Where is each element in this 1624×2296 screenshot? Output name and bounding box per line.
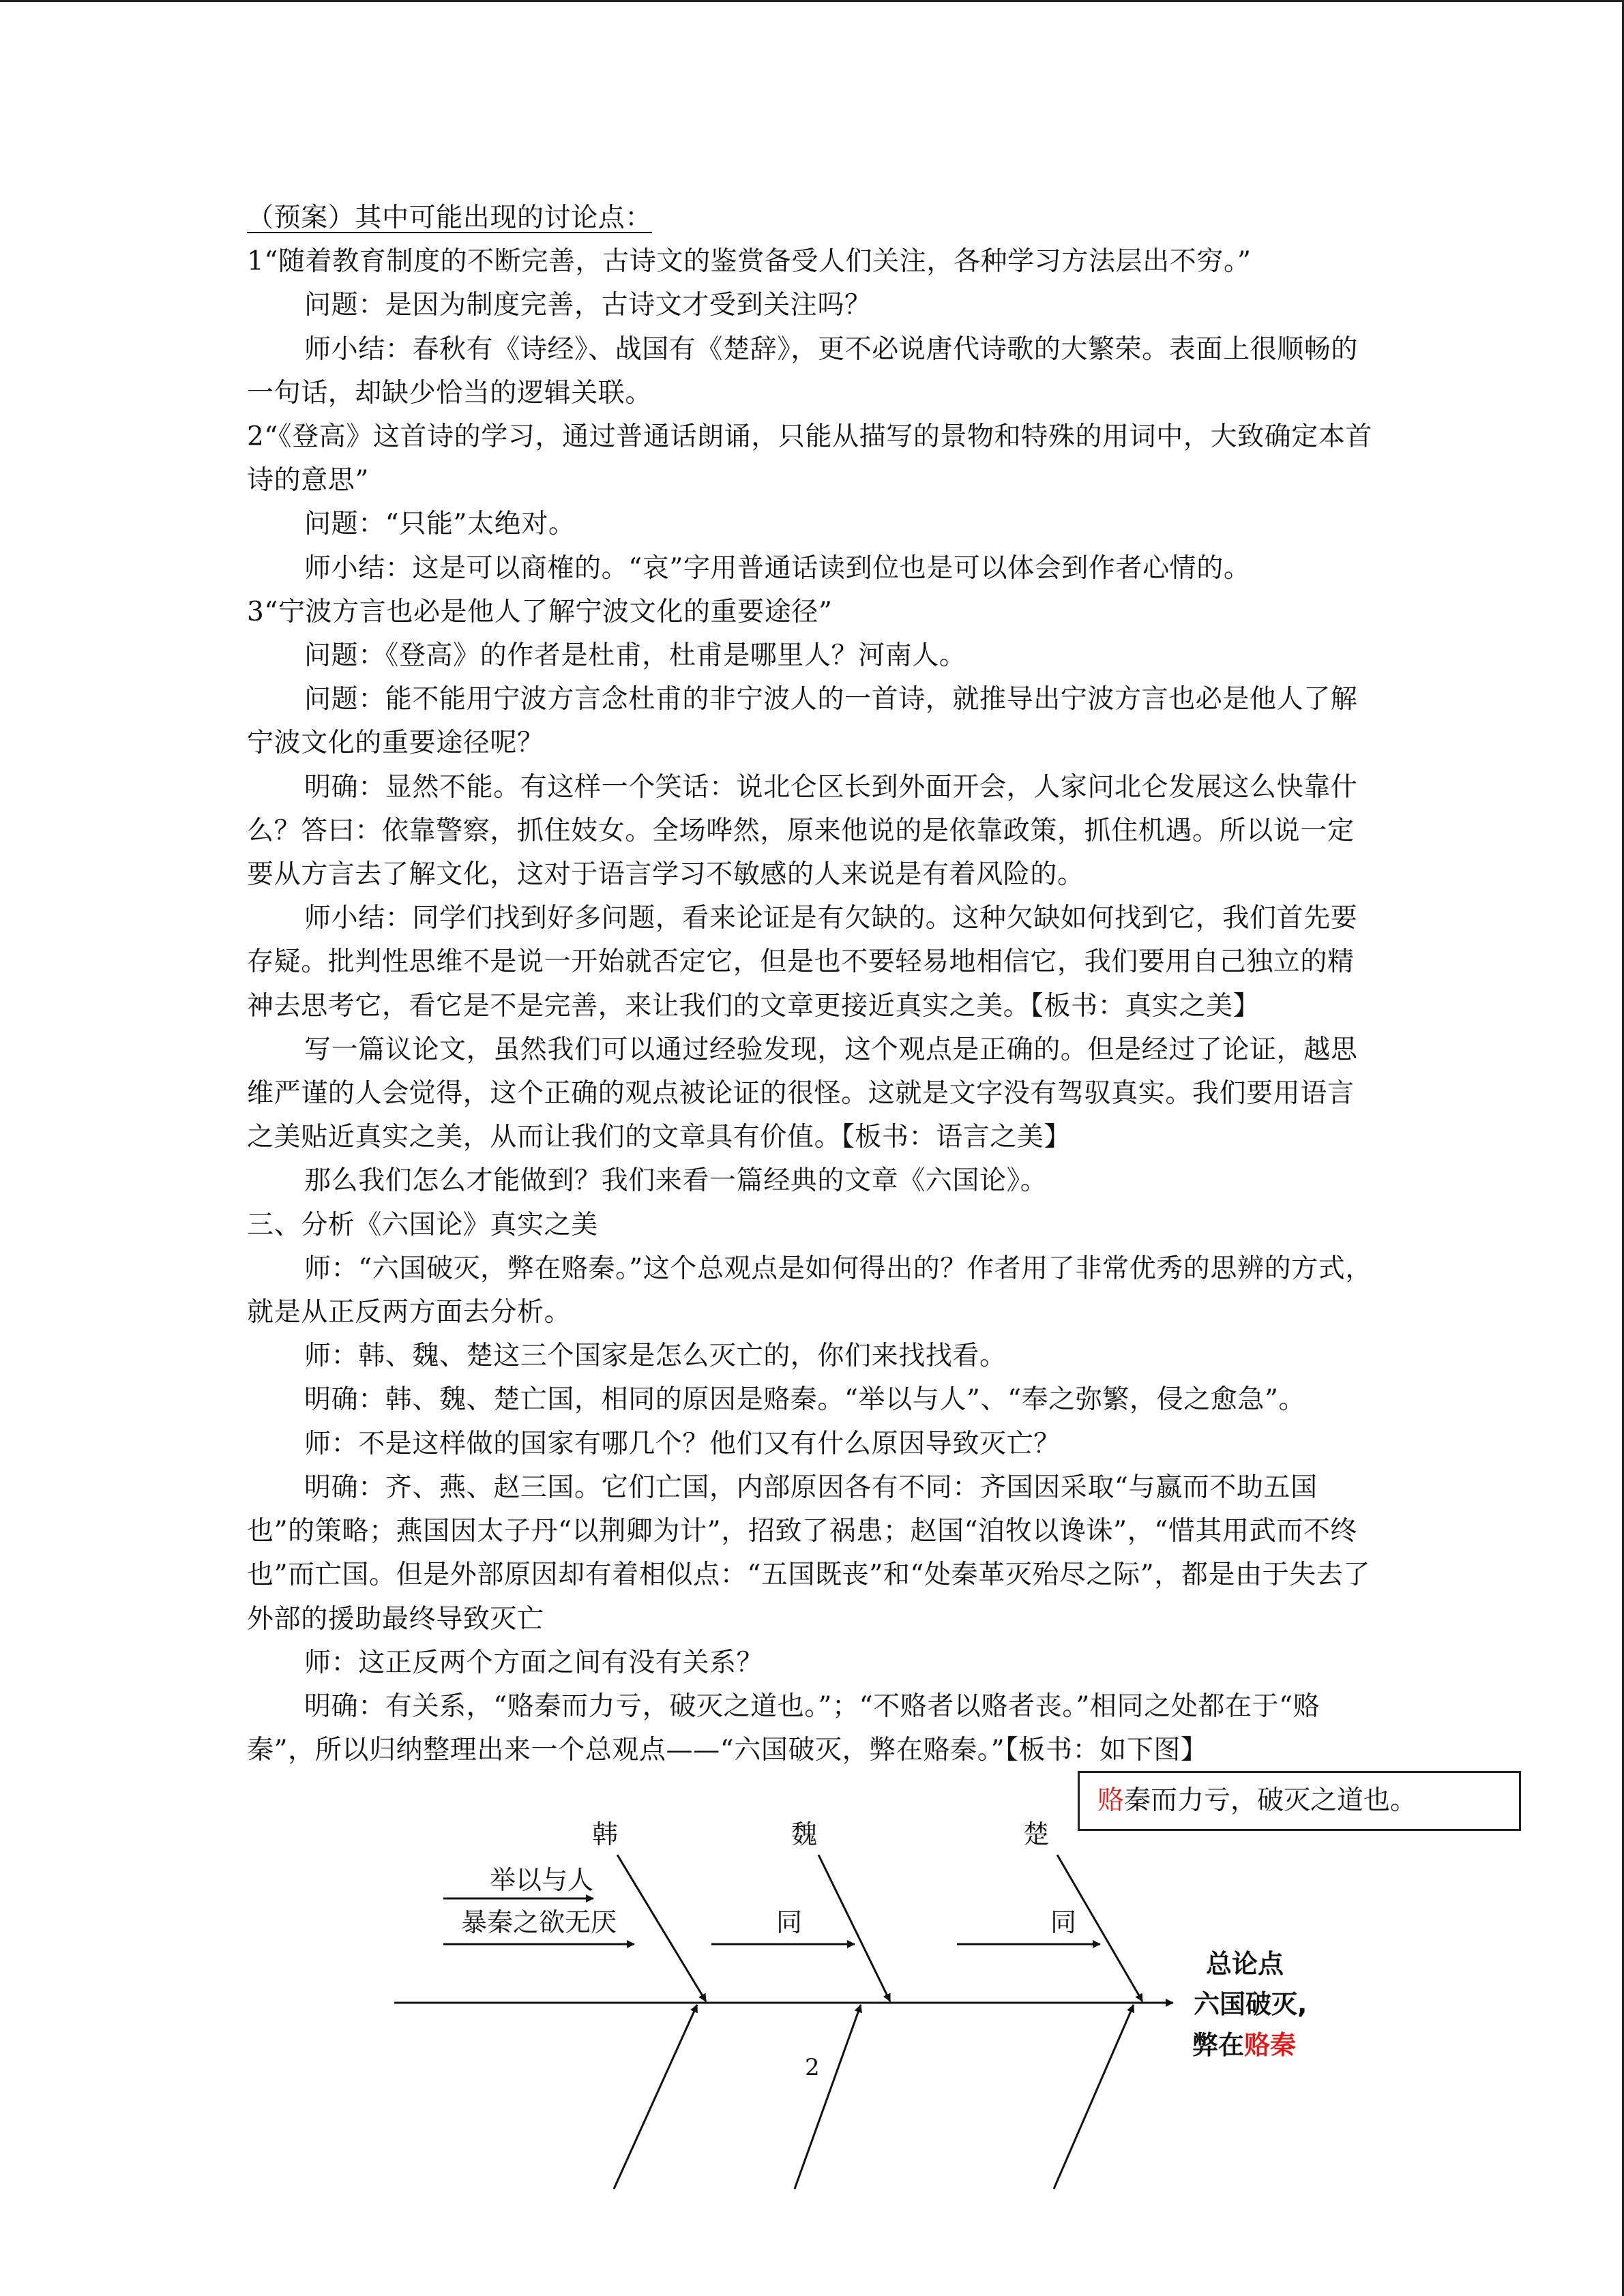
conclusion-title: 总论点 [1206, 1949, 1284, 1979]
clarify-3: 明确：显然不能。有这样一个笑话：说北仑区长到外面开会，人家问北仑发展这么快靠什么？答曰：依靠警察，抓住妓女。全场哗然，原来他说的是依靠政策，抓住机遇。所以说一定要从方言去了解文化，这对于语言学习不敏感的人来说是有着风险的。 [247, 771, 1358, 891]
question-2: 问题：“只能”太绝对。 [304, 509, 576, 540]
chu-same-label: 同 [1050, 1907, 1077, 1937]
rib-lower-1 [614, 2005, 697, 2189]
question-3b: 问题：能不能用宁波方言念杜甫的非宁波人的一首诗，就推导出宁波方言也必是他人了解宁波文化的重要途径呢？ [247, 684, 1358, 759]
summary-1: 师小结：春秋有《诗经》、战国有《楚辞》，更不必说唐代诗歌的大繁荣。表面上很顺畅的一句话，却缺少恰当的逻辑关联。 [247, 333, 1359, 408]
section-three-heading: 三、分析《六国论》真实之美 [247, 1209, 598, 1240]
quote-rest: 秦而力亏，破灭之道也。 [1124, 1785, 1417, 1816]
rib-han [617, 1855, 706, 2001]
state-wei-label: 魏 [791, 1819, 818, 1849]
teacher-question-4: 师：这正反两个方面之间有没有关系？ [304, 1647, 764, 1678]
page-number: 2 [805, 2054, 820, 2081]
rib-wei [818, 1855, 890, 2001]
rib-lower-2 [795, 2005, 861, 2189]
conclusion-line-2-prefix: 弊在 [1192, 2030, 1245, 2060]
discussion-heading-text: （预案）其中可能出现的讨论点： [247, 203, 653, 233]
essay-paragraph: 写一篇议论文，虽然我们可以通过经验发现，这个观点是正确的。但是经过了论证，越思维严谨的人会觉得，这个正确的观点被论证的很怪。这就是文字没有驾驭真实。我们要用语言之美贴近真实之美，从而让我们的文章具有价值。【板书：语言之美】 [247, 1034, 1358, 1153]
teacher-question-2: 师：韩、魏、楚这三个国家是怎么灭亡的，你们来找找看。 [304, 1341, 1007, 1372]
point-2: 2“《登高》这首诗的学习，通过普通话朗诵，只能从描写的景物和特殊的用词中，大致确定本首诗的意思” [247, 421, 1373, 496]
teacher-question-1: 师：“六国破灭，弊在赂秦。”这个总观点是如何得出的？作者用了非常优秀的思辨的方式，就是从正反两方面去分析。 [247, 1253, 1372, 1328]
conclusion-line-2 [1192, 2030, 1296, 2060]
wei-same-label: 同 [776, 1907, 803, 1937]
clarify-4: 明确：韩、魏、楚亡国，相同的原因是赂秦。“举以与人”、“奉之弥繁，侵之愈急”。 [304, 1384, 1306, 1416]
transition-paragraph: 那么我们怎么才能做到？我们来看一篇经典的文章《六国论》。 [304, 1165, 1048, 1197]
point-1: 1“随着教育制度的不断完善，古诗文的鉴赏备受人们关注，各种学习方法层出不穷。” [247, 246, 1252, 278]
rib-lower-3 [1054, 2005, 1134, 2189]
conclusion-line-1: 六国破灭, [1194, 1989, 1308, 2019]
state-han-label: 韩 [592, 1819, 619, 1849]
question-3a: 问题：《登高》的作者是杜甫，杜甫是哪里人？河南人。 [304, 640, 966, 672]
teacher-question-3: 师：不是这样做的国家有哪几个？他们又有什么原因导致灭亡？ [304, 1428, 1061, 1459]
teacher-summary: 师小结：同学们找到好多问题，看来论证是有欠缺的。这种欠缺如何找到它，我们首先要存疑。批判性思维不是说一开始就否定它，但是也不要轻易地相信它，我们要用自己独立的精神去思考它，看它是不是完善，来让我们的文章更接近真实之美。【板书：真实之美】 [247, 903, 1358, 1022]
summary-2: 师小结：这是可以商榷的。“哀”字用普通话读到位也是可以体会到作者心情的。 [304, 552, 1251, 584]
clarify-5: 明确：齐、燕、赵三国。它们亡国，内部原因各有不同：齐国因采取“与嬴而不助五国也”的策略；燕国因太子丹“以荆卿为计”，招致了祸患；赵国“洎牧以谗诛”，“惜其用武而不终也”而亡国。但是外部原因却有着相似点：“五国既丧”和“处秦革灭殆尽之际”，都是由于失去了外部的援助最终导致灭亡 [247, 1472, 1371, 1635]
quote-highlight: 赂 [1097, 1785, 1125, 1816]
conclusion-line-2-highlight: 赂秦 [1244, 2030, 1297, 2060]
question-1: 问题：是因为制度完善，古诗文才受到关注吗？ [304, 290, 872, 321]
han-reason-2: 暴秦之欲无厌 [461, 1907, 617, 1937]
point-3: 3“宁波方言也必是他人了解宁波文化的重要途径” [247, 596, 833, 627]
state-chu-label: 楚 [1023, 1819, 1050, 1849]
han-reason-1: 举以与人 [490, 1865, 594, 1895]
clarify-6: 明确：有关系，“赂秦而力亏，破灭之道也。”；“不赂者以赂者丧。”相同之处都在于“赂秦”，所以归纳整理出来一个总观点——“六国破灭，弊在赂秦。”【板书：如下图】 [247, 1690, 1320, 1766]
